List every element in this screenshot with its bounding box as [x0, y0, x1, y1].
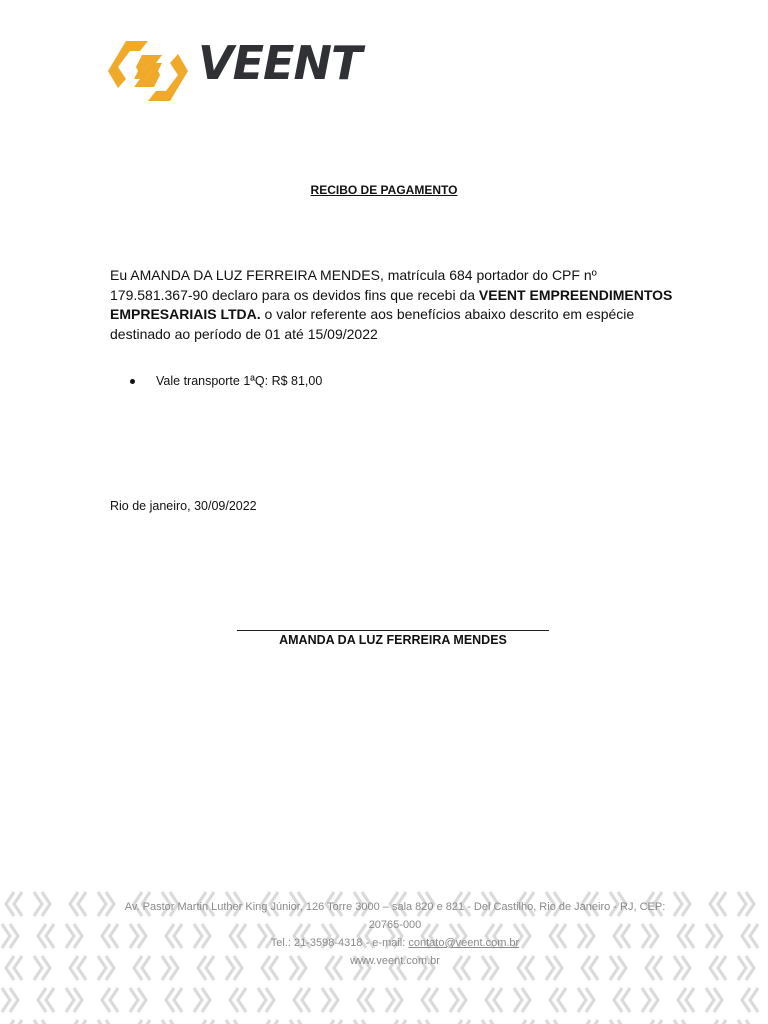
website-link[interactable]: www.veent.com.br [350, 955, 440, 967]
declaration-text-part2: o valor referente aos benefícios abaixo descrito em espécie destinado ao período de 01 até 15/09/2022 [110, 306, 635, 342]
company-name: VEENT EMPREENDIMENTOS EMPRESARIAIS LTDA. [110, 286, 673, 322]
brand-name: VEENT [198, 36, 362, 90]
footer-tel: Tel.: 21-3598-4318 - e-mail: [270, 937, 409, 949]
benefit-list [130, 374, 322, 388]
footer-contact-line [110, 934, 680, 952]
benefit-label: Vale transporte 1ªQ: R$ 81,00 [156, 374, 323, 388]
signature-line [237, 630, 549, 631]
veent-logo-icon [108, 38, 188, 104]
document-title: RECIBO DE PAGAMENTO [310, 183, 458, 197]
email-link[interactable]: contato@veent.com.br [408, 937, 520, 949]
bullet-icon [130, 379, 135, 384]
declaration-paragraph [110, 266, 680, 344]
declaration-text-part1: Eu AMANDA DA LUZ FERREIRA MENDES, matrícula 684 portador do CPF nº 179.581.367-90 declaro para os devidos fins que recebi da [110, 267, 597, 303]
company-logo [108, 38, 368, 104]
footer-contact [110, 898, 680, 970]
signature-name: AMANDA DA LUZ FERREIRA MENDES [279, 633, 507, 647]
footer-address-line2: 20765-000 [368, 919, 422, 931]
footer-address-line1: Av. Pastor Martin Luther King Júnior, 126 Torre 3000 – sala 820 e 821 - Del Castilho, Rio de Janeiro - RJ, CEP: [124, 901, 666, 913]
list-item [130, 374, 322, 388]
place-date: Rio de janeiro, 30/09/2022 [110, 499, 257, 513]
